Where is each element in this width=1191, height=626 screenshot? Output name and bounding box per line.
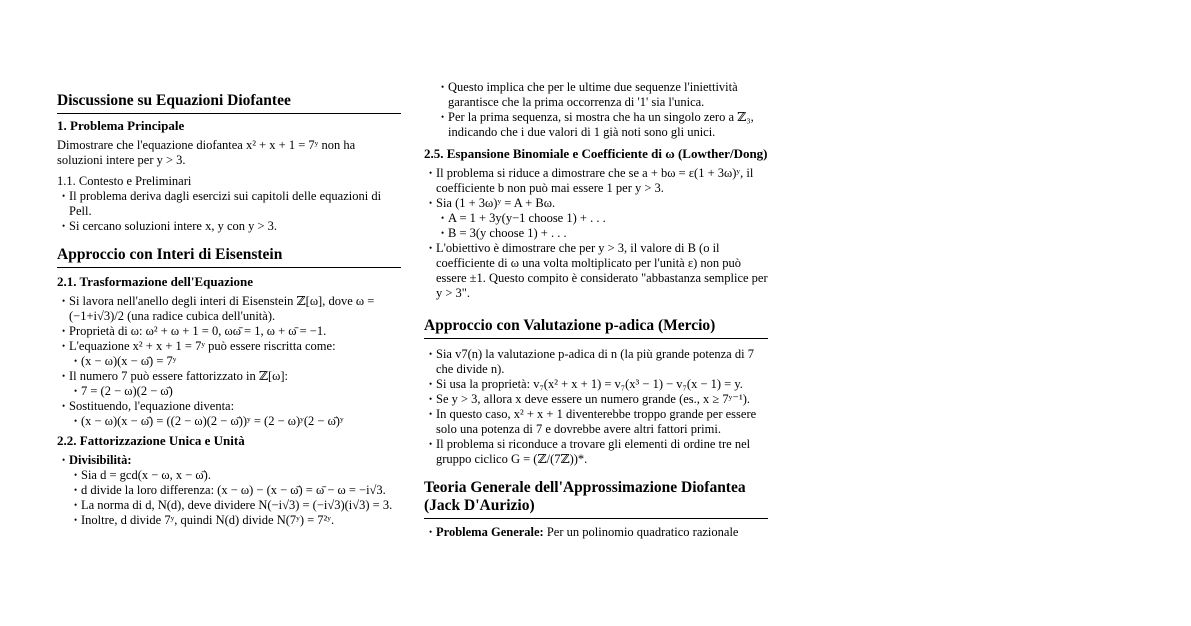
list-item: • Questo implica che per le ultime due sequenze l'iniettività garantisce che la prima occorrenza di '1' sia l'unica.	[436, 80, 768, 110]
list-item: • A = 1 + 3y(y−1 choose 1) + . . .	[436, 211, 768, 226]
list-item: • Si lavora nell'anello degli interi di Eisenstein ℤ[ω], dove ω = (−1+i√3)/2 (una radice cubica dell'unità).	[57, 294, 401, 324]
list-item: • Si cercano soluzioni intere x, y con y > 3.	[57, 219, 401, 234]
list-item: • 7 = (2 − ω)(2 − ω̄)	[69, 384, 401, 399]
list-item: • La norma di d, N(d), deve dividere N(−i√3) = (−i√3)(i√3) = 3.	[69, 498, 401, 513]
list-item: • Proprietà di ω: ω² + ω + 1 = 0, ωω̄ = 1, ω + ω̄ = −1.	[57, 324, 401, 339]
section-heading-eisenstein: Approccio con Interi di Eisenstein	[57, 246, 401, 268]
divisibility-label: Divisibilità:	[69, 453, 132, 467]
subheading-fattorizzazione: 2.2. Fattorizzazione Unica e Unità	[57, 433, 245, 448]
problem-text: Dimostrare che l'equazione diofantea x² + x + 1 = 7ʸ non ha soluzioni intere per y > 3.	[57, 138, 356, 167]
divisibility-list	[57, 453, 401, 528]
teoria-text: Per un polinomio quadratico razionale	[546, 525, 739, 539]
subheading-problema: 1. Problema Principale	[57, 118, 185, 133]
binomial-list	[424, 166, 768, 301]
list-item: • Il numero 7 può essere fattorizzato in ℤ[ω]:	[57, 369, 401, 384]
section-heading-teoria: Teoria Generale dell'Approssimazione Diofantea (Jack D'Aurizio)	[424, 479, 768, 519]
list-item: • (x − ω)(x − ω̄) = ((2 − ω)(2 − ω̄))ʸ = (2 − ω)ʸ(2 − ω̄)ʸ	[69, 414, 401, 429]
list-item	[424, 525, 768, 540]
context-list	[57, 189, 401, 234]
padic-list	[424, 347, 768, 467]
list-item	[57, 453, 401, 468]
list-item: • Se y > 3, allora x deve essere un numero grande (es., x ≥ 7ʸ⁻¹).	[424, 392, 768, 407]
teoria-label: Problema Generale:	[436, 525, 544, 539]
list-item: • Inoltre, d divide 7ʸ, quindi N(d) divide N(7ʸ) = 7²ʸ.	[69, 513, 401, 528]
list-item: • B = 3(y choose 1) + . . .	[436, 226, 768, 241]
list-item: • Sia d = gcd(x − ω, x − ω̄).	[69, 468, 401, 483]
transform-list	[57, 294, 401, 429]
subheading-trasformazione: 2.1. Trasformazione dell'Equazione	[57, 274, 253, 289]
list-item: • Il problema si riduce a dimostrare che se a + bω = ε(1 + 3ω)ʸ, il coefficiente b non può mai essere 1 per y > 3.	[424, 166, 768, 196]
subheading-contesto: 1.1. Contesto e Preliminari	[57, 174, 192, 188]
list-item: • Per la prima sequenza, si mostra che ha un singolo zero a ℤ₃, indicando che i due valori di 1 già noti sono gli unici.	[436, 110, 768, 140]
left-column	[57, 92, 401, 528]
list-item: • Sostituendo, l'equazione diventa:	[57, 399, 401, 414]
section-heading-padic: Approccio con Valutazione p-adica (Mercio)	[424, 317, 768, 339]
list-item: • (x − ω)(x − ω̄) = 7ʸ	[69, 354, 401, 369]
list-item: • Il problema si riconduce a trovare gli elementi di ordine tre nel gruppo ciclico G = (ℤ/(7ℤ))*.	[424, 437, 768, 467]
section-heading-diofantee: Discussione su Equazioni Diofantee	[57, 92, 401, 114]
list-item: • In questo caso, x² + x + 1 diventerebbe troppo grande per essere solo una potenza di 7 e dovrebbe avere altri fattori primi.	[424, 407, 768, 437]
list-item: • Sia v7(n) la valutazione p-adica di n (la più grande potenza di 7 che divide n).	[424, 347, 768, 377]
list-item: • Il problema deriva dagli esercizi sui capitoli delle equazioni di Pell.	[57, 189, 401, 219]
right-column	[424, 80, 768, 540]
list-item: • L'obiettivo è dimostrare che per y > 3, il valore di B (o il coefficiente di ω una volta moltiplicato per l'unità ε) non può essere ±1. Questo compito è considerato "abbastanza semplice per y > 3".	[424, 241, 768, 301]
teoria-list	[424, 525, 768, 540]
list-item: • Sia (1 + 3ω)ʸ = A + Bω.	[424, 196, 768, 211]
top-list	[424, 80, 768, 140]
subheading-binomiale: 2.5. Espansione Binomiale e Coefficiente di ω (Lowther/Dong)	[424, 146, 768, 161]
list-item: • L'equazione x² + x + 1 = 7ʸ può essere riscritta come:	[57, 339, 401, 354]
list-item: • Si usa la proprietà: v₇(x² + x + 1) = v₇(x³ − 1) − v₇(x − 1) = y.	[424, 377, 768, 392]
list-item: • d divide la loro differenza: (x − ω) − (x − ω̄) = ω̄ − ω = −i√3.	[69, 483, 401, 498]
